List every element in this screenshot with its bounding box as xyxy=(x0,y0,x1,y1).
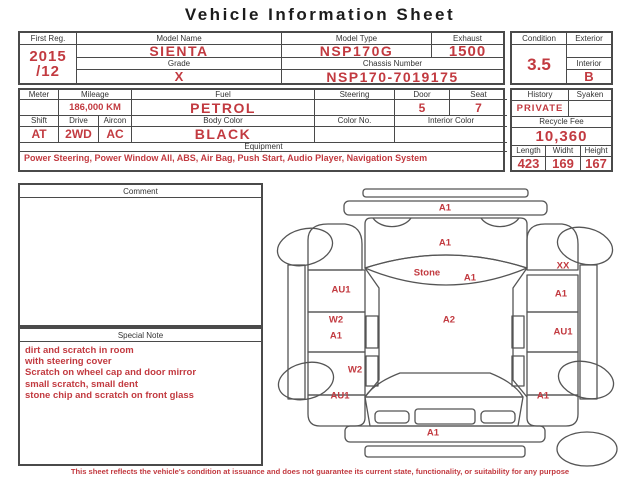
grade-label: Grade xyxy=(77,58,282,70)
rear-bumper xyxy=(345,426,545,442)
specs-table xyxy=(18,88,505,172)
damage-mark-front-bumper: A1 xyxy=(438,202,452,214)
chassis-number-label: Chassis Number xyxy=(282,58,503,70)
equipment-value: Power Steering, Power Window All, ABS, Air Bag, Push Start, Audio Player, Navigation System xyxy=(24,152,428,163)
windshield xyxy=(365,255,527,285)
left-front-fender xyxy=(308,224,362,270)
chassis-number-value: NSP170-7019175 xyxy=(326,68,459,85)
left-headlight xyxy=(373,218,411,227)
front-grille-strip xyxy=(363,189,528,197)
right-tail-light xyxy=(481,411,515,423)
left-inner-panel-1 xyxy=(366,316,378,348)
left-tail-light xyxy=(375,411,409,423)
damage-mark-left-door: W2 xyxy=(328,314,344,326)
car-damage-diagram xyxy=(275,188,635,470)
damage-mark-left-rear-door: W2 xyxy=(347,364,363,376)
interior-color-label: Interior Color xyxy=(395,116,507,126)
rear-left-wheel xyxy=(275,357,338,405)
right-front-fender xyxy=(527,224,578,270)
page-title: Vehicle Information Sheet xyxy=(184,5,456,24)
fuel-value: PETROL xyxy=(132,100,315,116)
right-front-door-panel xyxy=(527,275,578,312)
comment-body xyxy=(20,198,261,204)
interior-value: B xyxy=(584,69,594,84)
front-left-wheel xyxy=(275,223,337,271)
damage-mark-windshield: Stone xyxy=(413,267,441,279)
special-note-line: with steering cover xyxy=(25,356,112,368)
first-reg-year: 2015 xyxy=(29,48,67,65)
exhaust-label: Exhaust xyxy=(432,33,503,45)
special-note-line: small scratch, small dent xyxy=(25,378,138,390)
damage-mark-right-front-fender: XX xyxy=(556,260,570,272)
special-note-line: dirt and scratch in room xyxy=(25,345,134,356)
model-name-value: SIENTA xyxy=(77,45,282,58)
rear-lower-strip xyxy=(365,446,525,457)
recycle-fee-value: 10,360 xyxy=(535,127,588,145)
damage-mark-windshield: A1 xyxy=(463,272,477,284)
right-rocker-panel xyxy=(580,265,597,399)
dimensions-section xyxy=(512,146,611,170)
damage-mark-right-rear-fender: A1 xyxy=(536,390,550,402)
damage-mark-right-front-door: A1 xyxy=(554,288,568,300)
body-color-label: Body Color xyxy=(132,116,315,126)
history-table xyxy=(510,88,613,172)
right-rear-door-panel xyxy=(527,352,578,395)
damage-mark-roof: A2 xyxy=(442,314,456,326)
damage-mark-left-rear-fender: AU1 xyxy=(330,390,350,402)
equipment-label: Equipment xyxy=(20,143,507,152)
damage-mark-left-front-door: AU1 xyxy=(331,284,351,296)
aircon-label: Aircon xyxy=(99,116,132,126)
seat-label: Seat xyxy=(450,90,507,100)
height-label: Height xyxy=(581,146,611,157)
recycle-fee-label: Recycle Fee xyxy=(512,117,611,128)
first-reg-value xyxy=(20,45,77,83)
left-inner-panel-2 xyxy=(366,356,378,386)
door-label: Door xyxy=(395,90,450,100)
model-name-label: Model Name xyxy=(77,33,282,45)
damage-mark-rear-bumper: A1 xyxy=(426,427,440,439)
exterior-value xyxy=(567,45,611,58)
special-note-line: Scratch on wheel cap and door mirror xyxy=(25,367,197,379)
first-reg-label: First Reg. xyxy=(20,33,77,45)
special-note-header: Special Note xyxy=(20,329,261,342)
grade-value: X xyxy=(77,70,282,83)
aircon-value: AC xyxy=(99,127,132,143)
special-note-body xyxy=(20,342,261,404)
model-type-value: NSP170G xyxy=(282,45,432,58)
interior-color-value xyxy=(395,127,507,143)
rear-window xyxy=(365,373,523,397)
drive-value: 2WD xyxy=(59,127,99,143)
color-no-label: Color No. xyxy=(315,116,395,126)
left-pillar-line xyxy=(365,268,379,397)
first-reg-month: /12 xyxy=(36,63,60,80)
interior-label: Interior xyxy=(567,58,611,70)
shift-label: Shift xyxy=(20,116,59,126)
spare-wheel xyxy=(557,432,617,466)
condition-table xyxy=(510,31,613,85)
condition-label: Condition xyxy=(512,33,567,45)
meter-value xyxy=(20,100,59,116)
right-headlight xyxy=(481,218,519,227)
special-note-line: stone chip and scratch on front glass xyxy=(25,389,194,401)
right-pillar-line xyxy=(513,268,527,397)
drive-label: Drive xyxy=(59,116,99,126)
length-label: Length xyxy=(512,146,546,157)
steering-label: Steering xyxy=(315,90,395,100)
syaken-value xyxy=(569,101,611,116)
left-rocker-panel xyxy=(288,265,305,399)
license-plate-area xyxy=(415,409,475,424)
damage-mark-right-rear-door: AU1 xyxy=(553,326,573,338)
color-no-value xyxy=(315,127,395,143)
right-inner-panel-1 xyxy=(512,316,524,348)
mileage-label: Mileage xyxy=(59,90,132,100)
rear-right-wheel xyxy=(554,356,617,404)
width-value: 169 xyxy=(546,157,581,170)
history-value: PRIVATE xyxy=(512,101,569,116)
history-section xyxy=(512,90,611,117)
damage-mark-hood: A1 xyxy=(438,237,452,249)
model-type-label: Model Type xyxy=(282,33,432,45)
exterior-label: Exterior xyxy=(567,33,611,45)
condition-value: 3.5 xyxy=(512,45,567,83)
comment-box xyxy=(18,183,263,327)
door-value: 5 xyxy=(395,100,450,116)
length-value: 423 xyxy=(512,157,546,170)
width-label: Widht xyxy=(546,146,581,157)
exhaust-value: 1500 xyxy=(432,45,503,58)
syaken-label: Syaken xyxy=(569,90,611,101)
right-rear-fender xyxy=(527,395,578,426)
special-note-box xyxy=(18,327,263,466)
meter-label: Meter xyxy=(20,90,59,100)
shift-value: AT xyxy=(20,127,59,143)
height-value: 167 xyxy=(585,156,607,171)
seat-value: 7 xyxy=(450,100,507,116)
recycle-fee-section xyxy=(512,117,611,146)
history-label: History xyxy=(512,90,569,101)
comment-header: Comment xyxy=(20,185,261,198)
fuel-label: Fuel xyxy=(132,90,315,100)
identification-table xyxy=(18,31,505,85)
mileage-value: 186,000 KM xyxy=(59,100,132,116)
steering-value xyxy=(315,100,395,116)
disclaimer-text: This sheet reflects the vehicle's condition at issuance and does not guarantee its current state, functionality, or suitability for any purpose xyxy=(70,467,570,476)
damage-mark-left-door: A1 xyxy=(329,330,343,342)
body-color-value: BLACK xyxy=(132,127,315,143)
